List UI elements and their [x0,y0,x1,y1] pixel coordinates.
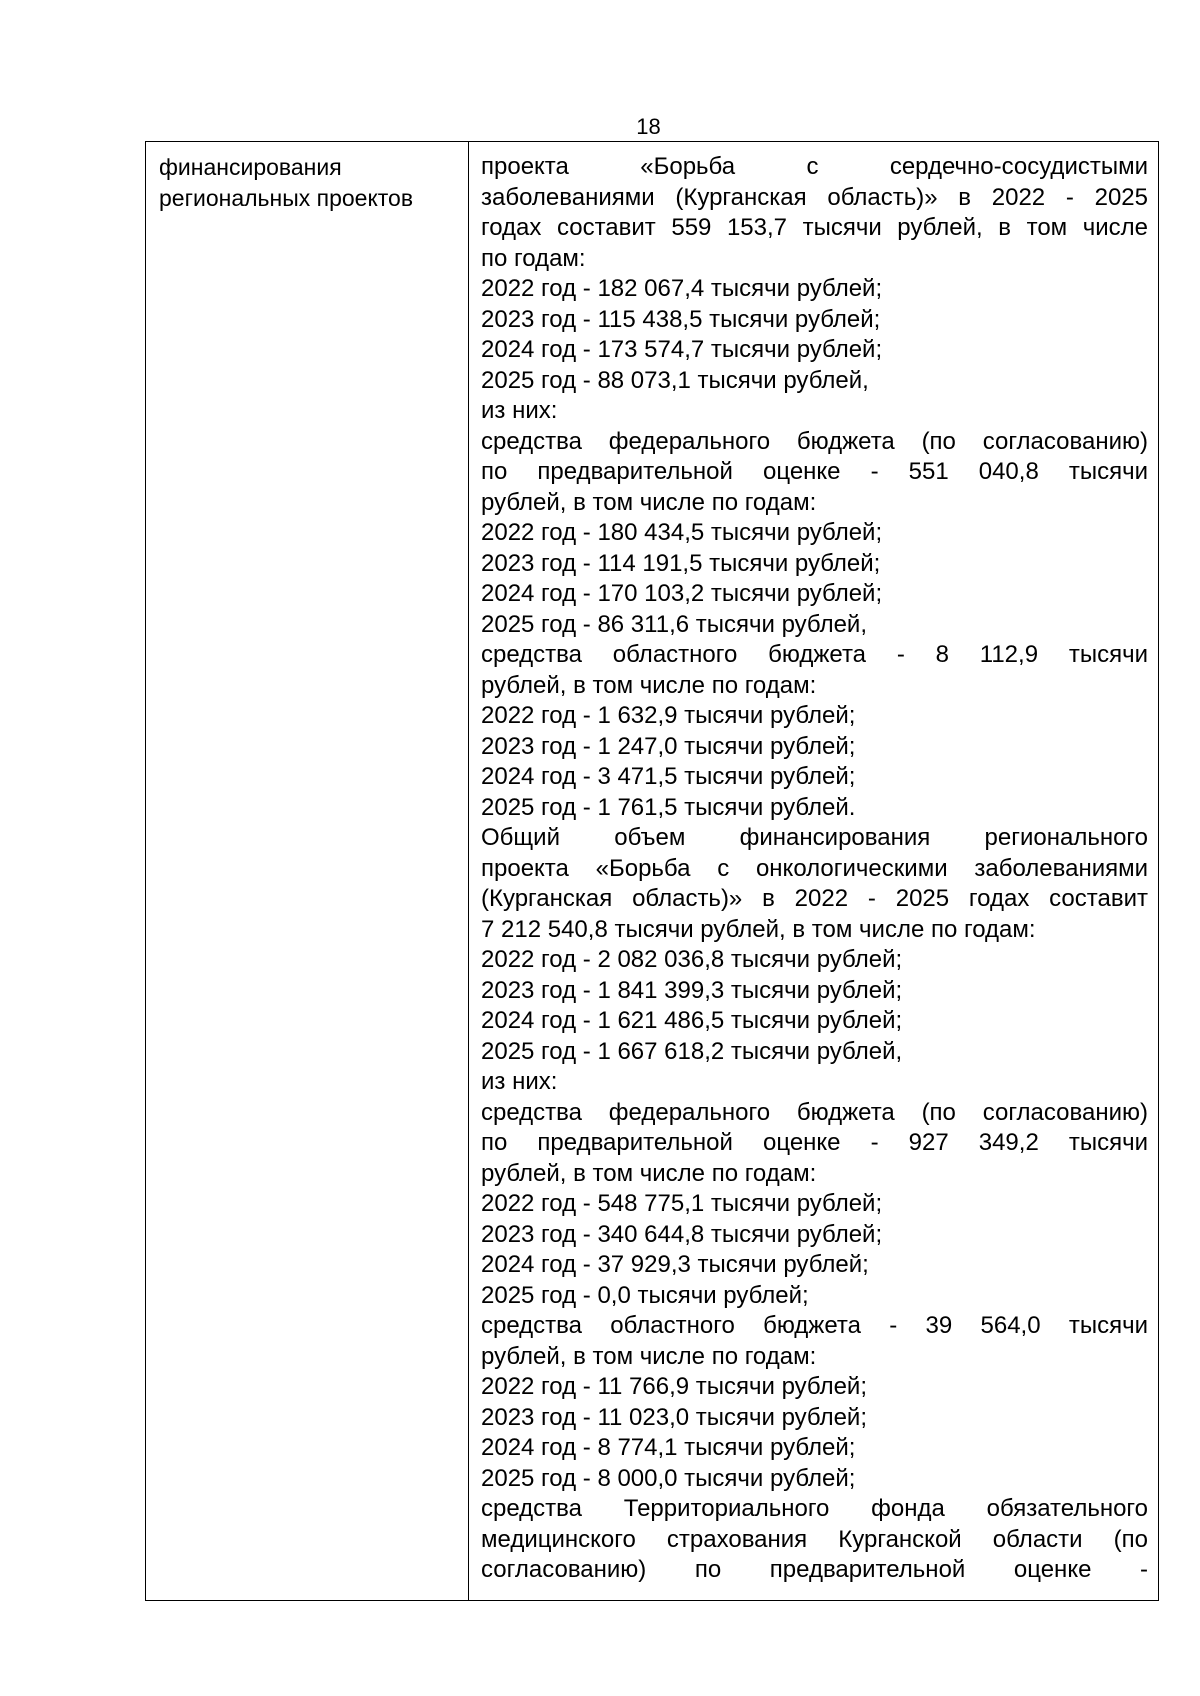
right-cell-line: 2024 год - 8 774,1 тысячи рублей; [481,1434,856,1461]
right-cell-line: 2023 год - 340 644,8 тысячи рублей; [481,1220,883,1248]
right-cell-line: 2022 год - 1 632,9 тысячи рублей; [481,702,856,729]
right-cell-line: 2025 год - 88 073,1 тысячи рублей, [481,366,869,394]
right-cell-line: 2022 год - 2 082 036,8 тысячи рублей; [481,946,903,973]
right-cell-line: 2023 год - 11 023,0 тысячи рублей; [481,1403,868,1431]
right-cell-line: 2022 год - 180 434,5 тысячи рублей; [481,519,883,546]
right-cell-line: согласованию) по предварительной оценке - [481,1556,1148,1583]
right-cell-line: 2023 год - 1 247,0 тысячи рублей; [481,732,856,760]
right-cell-line: по предварительной оценке - 927 349,2 тысячи [481,1129,1148,1156]
right-cell-line: проекта «Борьба с онкологическими заболеваниями [481,854,1148,882]
right-cell-line: 7 212 540,8 тысячи рублей, в том числе по годам: [481,915,1036,943]
left-cell-line: финансирования [159,154,342,180]
left-cell-line: региональных проектов [159,184,414,211]
right-cell-line: средства федерального бюджета (по согласованию) [481,1098,1148,1126]
table-row [146,142,1159,1601]
right-cell-line: 2023 год - 1 841 399,3 тысячи рублей; [481,976,903,1004]
right-cell-line: из них: [481,1068,558,1095]
right-cell [469,142,1159,1601]
right-cell-line: 2024 год - 170 103,2 тысячи рублей; [481,580,883,607]
right-cell-line: 2022 год - 11 766,9 тысячи рублей; [481,1373,868,1400]
right-cell-line: 2025 год - 86 311,6 тысячи рублей, [481,610,868,638]
right-cell-line: рублей, в том числе по годам: [481,671,817,699]
right-cell-line: Общий объем финансирования регионального [481,824,1148,851]
right-cell-line: 2024 год - 1 621 486,5 тысячи рублей; [481,1007,903,1034]
right-cell-line: 2025 год - 1 667 618,2 тысячи рублей, [481,1037,903,1065]
right-cell-line: 2023 год - 114 191,5 тысячи рублей; [481,549,881,577]
right-cell-line: медицинского страхования Курганской области (по [481,1525,1148,1553]
right-cell-line: рублей, в том числе по годам: [481,1342,817,1370]
right-cell-line: 2023 год - 115 438,5 тысячи рублей; [481,305,881,333]
right-cell-line: проекта «Борьба с сердечно-сосудистыми [481,153,1148,180]
right-cell-line: (Курганская область)» в 2022 - 2025 годах составит [481,885,1148,912]
right-cell-line: заболеваниями (Курганская область)» в 2022 - 2025 [481,183,1148,211]
right-cell-line: средства областного бюджета - 8 112,9 тысячи [481,641,1148,668]
right-cell-line: 2024 год - 37 929,3 тысячи рублей; [481,1251,869,1278]
right-cell-line: средства областного бюджета - 39 564,0 тысячи [481,1312,1148,1339]
right-cell-line: 2024 год - 173 574,7 тысячи рублей; [481,336,883,363]
right-cell-text [469,142,1158,1586]
document-table [145,141,1159,1601]
right-cell-line: 2022 год - 548 775,1 тысячи рублей; [481,1190,883,1217]
right-cell-line: годах составит 559 153,7 тысячи рублей, в том числе [481,214,1148,241]
right-cell-line: 2025 год - 1 761,5 тысячи рублей. [481,793,856,821]
right-cell-line: из них: [481,397,558,424]
right-cell-line: 2025 год - 0,0 тысячи рублей; [481,1281,809,1309]
right-cell-line: 2022 год - 182 067,4 тысячи рублей; [481,275,883,302]
left-cell-text [146,142,468,213]
left-cell [146,142,469,1601]
right-cell-line: средства Территориального фонда обязательного [481,1495,1148,1522]
page-number: 18 [636,114,661,139]
right-cell-line: рублей, в том числе по годам: [481,488,817,516]
right-cell-line: средства федерального бюджета (по согласованию) [481,427,1148,455]
right-cell-line: 2025 год - 8 000,0 тысячи рублей; [481,1464,856,1492]
right-cell-line: 2024 год - 3 471,5 тысячи рублей; [481,763,856,790]
right-cell-line: по предварительной оценке - 551 040,8 тысячи [481,458,1148,485]
right-cell-line: по годам: [481,244,586,272]
right-cell-line: рублей, в том числе по годам: [481,1159,817,1187]
